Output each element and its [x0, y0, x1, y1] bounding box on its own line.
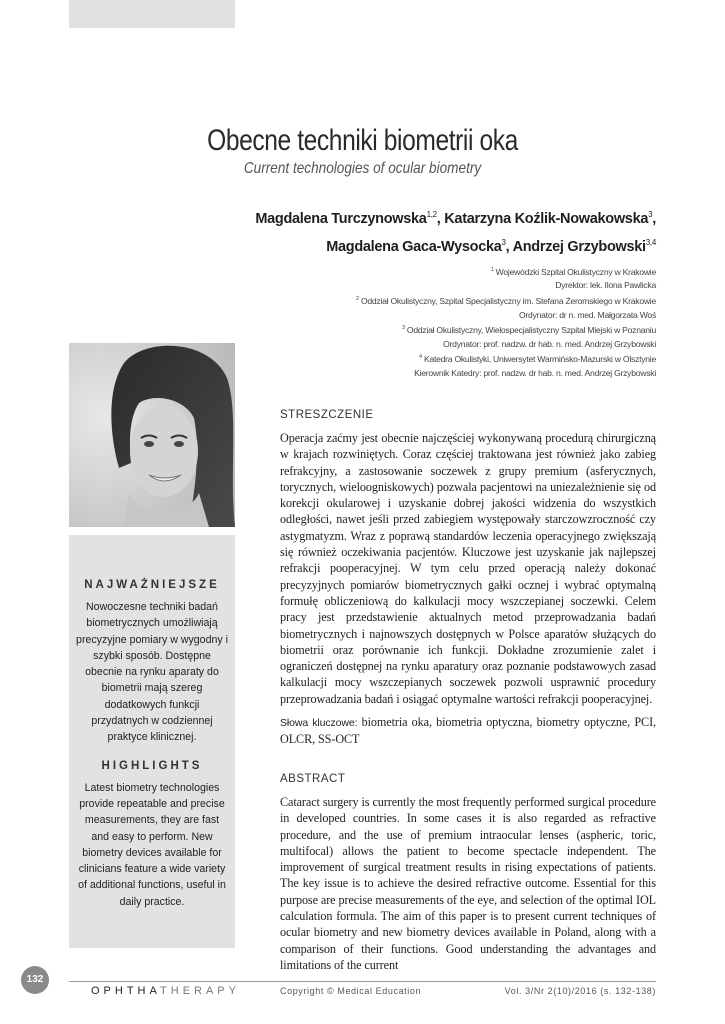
author-name: Magdalena Gaca-Wysocka [326, 238, 502, 255]
author-portrait-image [69, 343, 235, 527]
volume-info: Vol. 3/Nr 2(10)/2016 (s. 132-138) [504, 986, 656, 996]
abstract-text: Cataract surgery is currently the most frequently performed surgical procedure in developed countries. In some cases it is also regarded as refractive procedure, and the use of premium intraocular lenses (aspheric, toric, multifocal) allows the patient to become spectacle independent. The improvement of surgical treatment results in rising expectations of patients. The key issue is to achieve the desired refractive outcome. Essential for this purpose are precise measurements of the eye, and selection of the optimal IOL calculation formula. The aim of this paper is to present current techniques of ocular biometry and new biometry devices available in Poland, along with a comparison of their functions. Good understanding the advantages and limitations of the current [280, 795, 656, 972]
affiliation-text: Wojewódzki Szpital Okulistyczny w Krakowie [495, 266, 656, 277]
streszczenie-text: Operacja zaćmy jest obecnie najczęściej wykonywaną procedurą chirurgiczną w krajach rozwiniętych. Coraz częściej traktowana jest również jako zabieg refrakcyjny, a zastosowanie soczewek z grupy premium (asferycznych, torycznych, wieloogniskowych) pozwala pacjentowi na uniezależnienie się od korekcji okularowej i uzyskanie dobrej jakości widzenia do wszystkich odległości, nawet jeśli przed zabiegiem występowały starczowzroczność czy astygmatyzm. Wraz z poprawą standardów leczenia operacyjnego zwiększają się również oczekiwania pacjentów. Kluczowe jest uzyskanie jak najlepszej refrakcji pooperacyjnej. W tym celu przed operacją należy dokonać precyzyjnych pomiarów biometrycznych gałki ocznej i wybrać optymalną formułę obliczeniową do kalkulacji mocy wszczepianej soczewki. Celem pracy jest przedstawienie aktualnych metod przeprowadzania badań biometrycznych i najnowszych dostępnych w Polsce aparatów służących do biometrii oraz porównanie ich funkcji. Dokładne zrozumienie zalet i ograniczeń dostępnej na rynku aparatury oraz poznanie podstawowych zasad kalkulacji mocy wszczepianych soczewek pozwoli usprawnić procedury przeprowadzania badań i osiągać optymalne wartości refrakcji pooperacyjnej. [280, 431, 656, 706]
affiliation-text: Oddział Okulistyczny, Szpital Specjalistyczny im. Stefana Żeromskiego w Krakowie [360, 295, 656, 306]
affiliation-line [156, 264, 656, 279]
affiliation-text: Kierownik Katedry: prof. nadzw. dr hab. n. med. Andrzej Grzybowski [414, 367, 656, 378]
affiliation-number: 2 [355, 296, 359, 303]
keywords-label: Słowa kluczowe: [280, 717, 358, 729]
author-name: Katarzyna Koźlik-Nowakowska [444, 210, 649, 227]
highlights-sidebar [69, 535, 235, 948]
author-list [96, 203, 656, 259]
brand-bold: OPHTHA [91, 985, 161, 997]
article-subtitle: Current technologies of ocular biometry [243, 160, 482, 177]
author-separator: , [505, 238, 513, 255]
author-name: Magdalena Turczynowska [255, 210, 427, 227]
author-affiliation-ref: 1,2 [426, 210, 437, 219]
brand-light: THERAPY [160, 985, 240, 997]
affiliation-text: Katedra Okulistyki, Uniwersytet Warmińsko-Mazurski w Olsztynie [423, 354, 656, 364]
keywords [280, 714, 656, 748]
highlights-heading: HIGHLIGHTS [101, 759, 203, 772]
affiliation-line [156, 309, 656, 323]
streszczenie-heading: STRESZCZENIE [280, 409, 374, 421]
affiliation-text: Ordynator: dr n. med. Małgorzata Woś [519, 309, 656, 320]
affiliation-number: 3 [401, 325, 405, 332]
author-separator: , [436, 210, 445, 227]
keywords-text: biometria oka, biometria optyczna, biometry optyczne, PCI, OLCR, SS-OCT [280, 715, 656, 747]
footer-divider [69, 981, 656, 982]
author-separator: , [652, 210, 656, 227]
page-number: 132 [21, 966, 49, 994]
author-affiliation-ref: 3 [501, 237, 506, 247]
highlights-text: Latest biometry technologies provide repeatable and precise measurements, they are fast and easy to perform. New biometry devices available for clinicians feature a wide variety of additional functions, useful in daily practice. [78, 781, 226, 908]
top-gray-bar [69, 0, 235, 28]
affiliation-text: Oddział Okulistyczny, Wielospecjalistyczny Szpital Miejski w Poznaniu [406, 324, 656, 335]
abstract-heading: ABSTRACT [280, 773, 346, 785]
affiliation-number: 1 [490, 267, 494, 273]
author-photo [69, 343, 235, 527]
najwazniejsze-heading: NAJWAŻNIEJSZE [84, 579, 220, 591]
affiliation-text: Dyrektor: lek. Ilona Pawlicka [555, 280, 656, 291]
author-affiliation-ref: 3 [648, 210, 653, 219]
affiliation-line [156, 279, 656, 293]
author-name: Andrzej Grzybowski [512, 238, 646, 255]
affiliation-text: Ordynator: prof. nadzw. dr hab. n. med. Andrzej Grzybowski [443, 338, 656, 349]
journal-brand [91, 985, 240, 997]
affiliation-line [156, 322, 656, 337]
affiliation-line [156, 293, 656, 308]
copyright: Copyright © Medical Education [280, 986, 422, 996]
najwazniejsze-text: Nowoczesne techniki badań biometrycznych umożliwiają precyzyjne pomiary w wygodny i szybki sposób. Dostępne obecnie na rynku aparaty do biometrii mają szereg dodatkowych funkcji przydatnych w codziennej praktyce klinicznej. [76, 601, 228, 744]
author-affiliation-ref: 3,4 [645, 237, 656, 247]
article-title: Obecne techniki biometrii oka [207, 124, 518, 158]
affiliation-number: 4 [419, 354, 422, 361]
